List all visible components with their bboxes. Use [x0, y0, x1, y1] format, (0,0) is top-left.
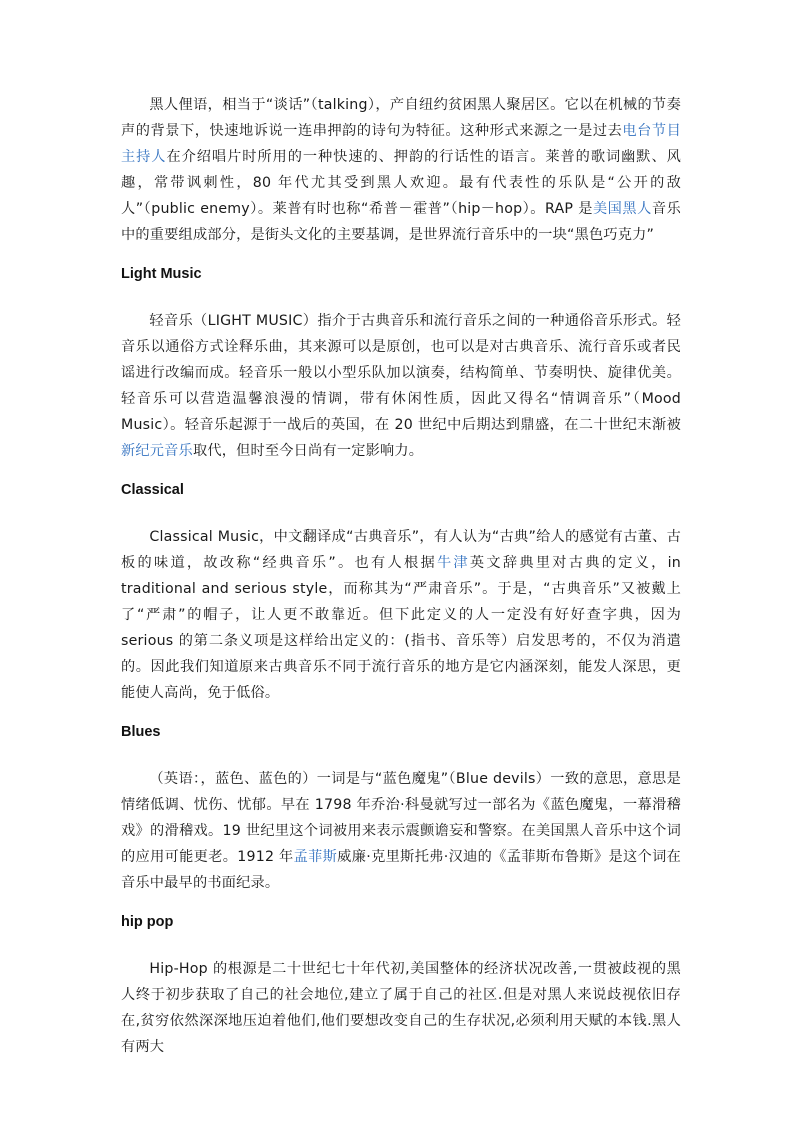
blues-text-2: 威廉·克里斯托弗·汉迪的《孟菲斯布鲁斯》是这个词在音乐中最早的书面纪录。: [121, 849, 681, 891]
heading-light-music: Light Music: [121, 266, 202, 282]
light-music-paragraph: [121, 308, 681, 464]
classical-text-1: Classical Music，中文翻译成“古典音乐”，有人认为“古典”给人的感觉有古董、古板的味道，故改称“经典音乐”。也有人根据: [121, 529, 681, 571]
rap-paragraph: [121, 92, 681, 248]
blues-text-1: （英语：，蓝色、蓝色的）一词是与“蓝色魔鬼”（Blue devils）一致的意思，意思是情绪低调、忧伤、忧郁。早在 1798 年乔治·科曼就写过一部名为《蓝色魔鬼，一幕滑稽戏》的滑稽戏。19 世纪里这个词被用来表示震颤谵妄和警察。在美国黑人音乐中这个词的应用可能更老。1912 年: [121, 771, 681, 865]
hippop-text-1: Hip-Hop 的根源是二十世纪七十年代初,美国整体的经济状况改善,一贯被歧视的黑人终于初步获取了自己的社会地位,建立了属于自己的社区.但是对黑人来说歧视依旧存在,贫穷依然深深地压迫着他们,他们要想改变自己的生存状况,必须利用天赋的本钱.黑人有两大: [121, 961, 681, 1055]
hip-pop-paragraph: [121, 956, 681, 1060]
rap-text-2: 在介绍唱片时所用的一种快速的、押韵的行话性的语言。莱普的歌词幽默、风趣，常带讽刺性，80 年代尤其受到黑人欢迎。最有代表性的乐队是“公开的敌人”（public enemy）。莱普有时也称“希普－霍普”（hip－hop）。RAP 是: [121, 149, 681, 217]
classical-paragraph: [121, 524, 681, 706]
blues-paragraph: [121, 766, 681, 896]
heading-classical: Classical: [121, 482, 184, 498]
heading-hip-pop: hip pop: [121, 914, 174, 930]
rap-text-3: 音乐中的重要组成部分，是街头文化的主要基调，是世界流行音乐中的一块“黑色巧克力”: [121, 201, 681, 243]
light-text-2: 取代，但时至今日尚有一定影响力。: [192, 443, 424, 459]
rap-text-1: 黑人俚语，相当于“谈话”（talking），产自纽约贫困黑人聚居区。它以在机械的节奏声的背景下，快速地诉说一连串押韵的诗句为特征。这种形式来源之一是过去: [121, 97, 681, 139]
link-memphis[interactable]: 孟菲斯: [293, 849, 338, 865]
light-text-1: 轻音乐（LIGHT MUSIC）指介于古典音乐和流行音乐之间的一种通俗音乐形式。轻音乐以通俗方式诠释乐曲，其来源可以是原创，也可以是对古典音乐、流行音乐或者民谣进行改编而成。轻音乐一般以小型乐队加以演奏，结构简单、节奏明快、旋律优美。轻音乐可以营造温馨浪漫的情调，带有休闲性质，因此又得名“情调音乐”（Mood Music）。轻音乐起源于一战后的英国，在 20 世纪中后期达到鼎盛，在二十世纪末渐被: [121, 313, 681, 433]
document-page: [121, 92, 681, 1060]
classical-text-2: 英文辞典里对古典的定义，in traditional and serious style，而称其为“严肃音乐”。于是，“古典音乐”又被戴上了“严肃”的帽子，让人更不敢靠近。但下此定义的人一定没有好好查字典，因为 serious 的第二条义项是这样给出定义的：(指书、音乐等）启发思考的，不仅为消遣的。因此我们知道原来古典音乐不同于流行音乐的地方是它内涵深刻，能发人深思，更能使人高尚，免于低俗。: [121, 555, 681, 701]
link-african-american[interactable]: 美国黑人: [592, 201, 652, 217]
link-radio-host[interactable]: 电台节目主持人: [121, 123, 681, 165]
link-new-age-music[interactable]: 新纪元音乐: [121, 443, 193, 459]
link-oxford[interactable]: 牛津: [436, 555, 470, 571]
heading-blues: Blues: [121, 724, 161, 740]
